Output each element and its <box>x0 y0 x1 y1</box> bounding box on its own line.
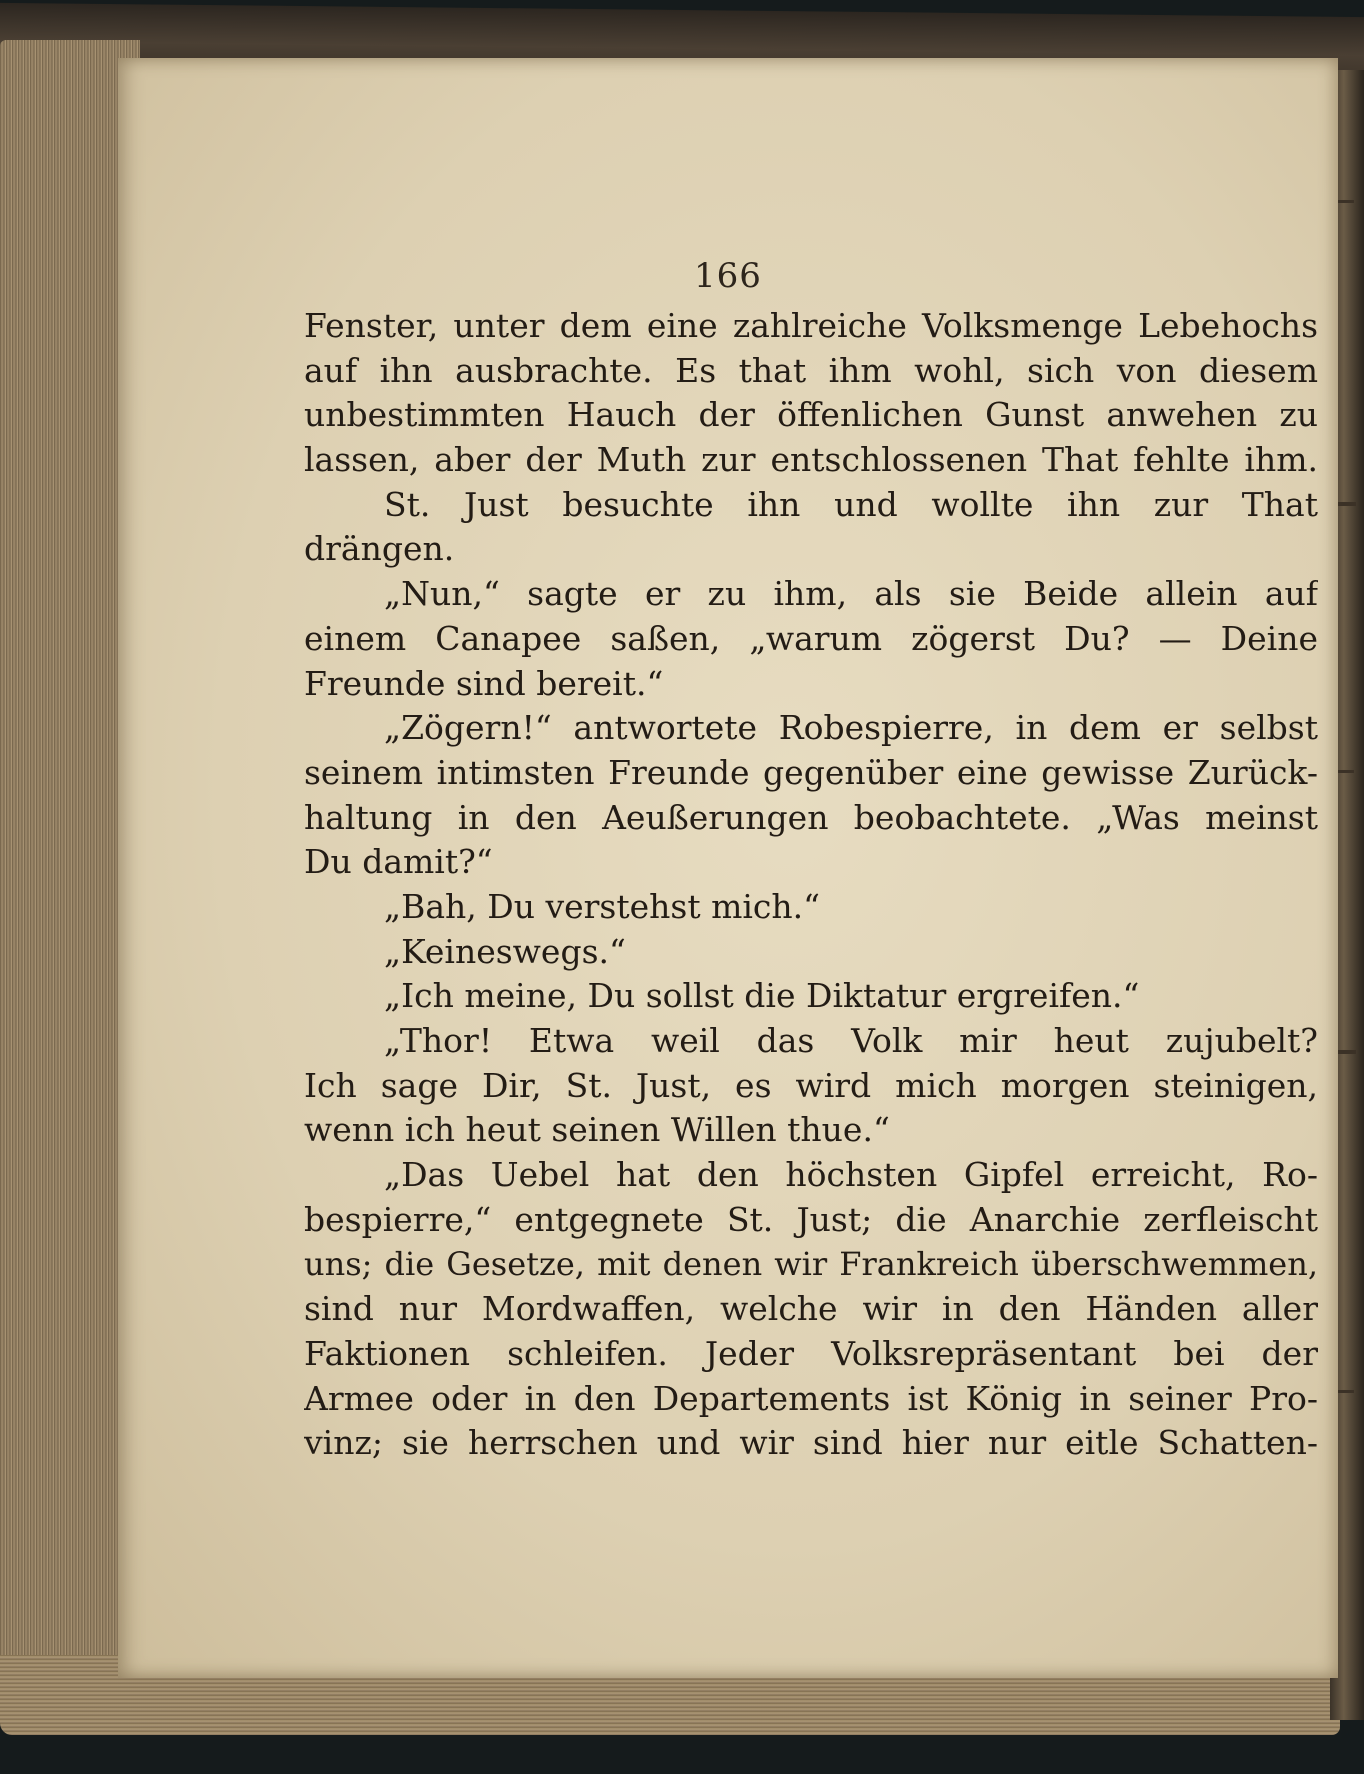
edge-mark <box>1336 200 1354 203</box>
text-line: Armee oder in den Departements ist König in seiner Pro- <box>304 1378 1318 1418</box>
book-page <box>118 58 1338 1678</box>
text-line: Ich sage Dir, St. Just, es wird mich morgen steinigen, <box>304 1065 1318 1105</box>
text-line: „Keineswegs.“ <box>384 931 626 971</box>
text-line: auf ihn ausbrachte. Es that ihm wohl, sich von diesem <box>304 350 1318 390</box>
text-line: bespierre,“ entgegnete St. Just; die Anarchie zerfleischt <box>304 1199 1318 1239</box>
text-line: „Nun,“ sagte er zu ihm, als sie Beide allein auf <box>384 574 1318 614</box>
text-line: vinz; sie herrschen und wir sind hier nur eitle Schatten- <box>304 1423 1318 1463</box>
text-line: Du damit?“ <box>304 842 493 882</box>
edge-mark <box>1336 1390 1354 1393</box>
text-line: „Thor! Etwa weil das Volk mir heut zujubelt? <box>384 1021 1318 1060</box>
text-line: „Zögern!“ antwortete Robespierre, in dem er selbst <box>384 708 1318 748</box>
text-line: seinem intimsten Freunde gegenüber eine gewisse Zurück- <box>304 752 1318 792</box>
text-line: „Das Uebel hat den höchsten Gipfel erreicht, Ro- <box>384 1155 1318 1195</box>
text-line: Faktionen schleifen. Jeder Volksrepräsentant bei der <box>304 1333 1318 1373</box>
text-line: sind nur Mordwaffen, welche wir in den Händen aller <box>304 1289 1318 1329</box>
body-text <box>304 304 1318 1466</box>
text-line: Fenster, unter dem eine zahlreiche Volksmenge Lebehochs <box>304 306 1318 345</box>
text-line: Freunde sind bereit.“ <box>304 663 664 703</box>
edge-mark <box>1336 770 1354 773</box>
text-line: lassen, aber der Muth zur entschlossenen That fehlte ihm. <box>304 440 1318 480</box>
text-line: St. Just besuchte ihn und wollte ihn zur That <box>384 484 1318 524</box>
text-line: drängen. <box>304 529 455 569</box>
text-line: uns; die Gesetze, mit denen wir Frankreich überschwemmen, <box>304 1245 1318 1284</box>
text-line: „Bah, Du verstehst mich.“ <box>384 886 821 926</box>
text-line: unbestimmten Hauch der öffenlichen Gunst anwehen zu <box>304 395 1318 435</box>
text-line: wenn ich heut seinen Willen thue.“ <box>304 1110 890 1150</box>
text-line: haltung in den Aeußerungen beobachtete. „Was meinst <box>304 797 1318 837</box>
page-number: 166 <box>694 256 762 296</box>
text-line: „Ich meine, Du sollst die Diktatur ergreifen.“ <box>384 976 1140 1016</box>
text-line: einem Canapee saßen, „warum zögerst Du? — Deine <box>304 618 1318 658</box>
